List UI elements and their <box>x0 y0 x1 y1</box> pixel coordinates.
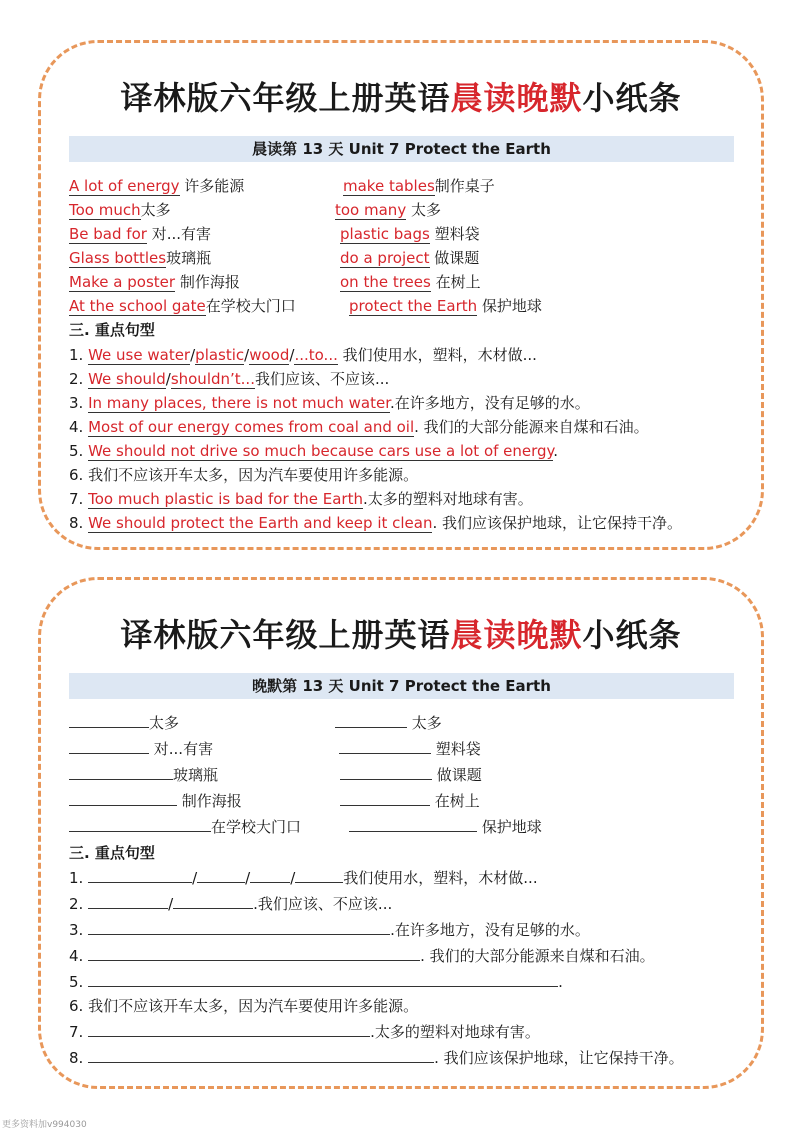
answer-blank[interactable] <box>88 1021 370 1037</box>
vocab-item: Make a poster 制作海报 <box>69 273 240 291</box>
sentence-blank-row: 8. . 我们应该保护地球，让它保持干净。 <box>69 1049 684 1067</box>
answer-blank[interactable] <box>295 867 343 883</box>
answer-blank[interactable] <box>349 816 477 832</box>
answer-blank[interactable] <box>69 764 173 780</box>
footer-note: 更多资料加v994030 <box>2 1120 87 1130</box>
vocab-item: plastic bags 塑料袋 <box>340 225 480 243</box>
answer-blank[interactable] <box>88 893 168 909</box>
vocab-blank-item: 太多 <box>69 712 179 734</box>
vocab-item: make tables制作桌子 <box>343 177 495 195</box>
sentence-blank-row: 4. . 我们的大部分能源来自煤和石油。 <box>69 947 655 965</box>
vocab-item: Be bad for 对...有害 <box>69 225 211 243</box>
vocab-blank-item: 在树上 <box>340 790 480 812</box>
vocab-item: too many 太多 <box>335 201 441 219</box>
answer-blank[interactable] <box>88 971 558 987</box>
sentence-blank-row: 2. / .我们应该、不应该... <box>69 895 393 913</box>
answer-blank[interactable] <box>88 945 420 961</box>
answer-blank[interactable] <box>88 867 192 883</box>
answer-blank[interactable] <box>250 867 290 883</box>
answer-blank[interactable] <box>339 738 431 754</box>
vocab-blank-item: 在学校大门口 <box>69 816 301 838</box>
section-heading: 三. 重点句型 <box>69 321 155 339</box>
vocab-item: A lot of energy 许多能源 <box>69 177 245 195</box>
sentence-row: 2. We should/shouldn’t...我们应该、不应该... <box>69 370 390 388</box>
answer-blank[interactable] <box>340 764 432 780</box>
sentence-row: 4. Most of our energy comes from coal and oil. 我们的大部分能源来自煤和石油。 <box>69 418 649 436</box>
card-title: 译林版六年级上册英语晨读晚默小纸条 <box>120 616 682 654</box>
sentence-blank-row: 1. / / / 我们使用水，塑料，木材做... <box>69 869 538 887</box>
answer-blank[interactable] <box>88 919 390 935</box>
vocab-blank-item: 玻璃瓶 <box>69 764 218 786</box>
answer-blank[interactable] <box>173 893 253 909</box>
vocab-item: Glass bottles玻璃瓶 <box>69 249 212 267</box>
vocab-blank-item: 太多 <box>335 712 442 734</box>
vocab-blank-item: 保护地球 <box>349 816 542 838</box>
sentence-row: 5. We should not drive so much because cars use a lot of energy. <box>69 442 559 460</box>
answer-blank[interactable] <box>335 712 407 728</box>
day-banner: 晚默第 13 天 Unit 7 Protect the Earth <box>69 673 734 699</box>
day-banner: 晨读第 13 天 Unit 7 Protect the Earth <box>69 136 734 162</box>
sentence-blank-row: 7. .太多的塑料对地球有害。 <box>69 1023 540 1041</box>
sentence-row: 6. 我们不应该开车太多，因为汽车要使用许多能源。 <box>69 466 419 484</box>
answer-blank[interactable] <box>69 738 149 754</box>
evening-card <box>38 577 764 1089</box>
answer-blank[interactable] <box>88 1047 434 1063</box>
sentence-row: 7. Too much plastic is bad for the Earth.太多的塑料对地球有害。 <box>69 490 533 508</box>
sentence-row: 8. We should protect the Earth and keep it clean. 我们应该保护地球，让它保持干净。 <box>69 514 683 532</box>
sentence-row: 3. In many places, there is not much water.在许多地方，没有足够的水。 <box>69 394 590 412</box>
morning-card <box>38 40 764 550</box>
answer-blank[interactable] <box>69 712 149 728</box>
answer-blank[interactable] <box>340 790 430 806</box>
sentence-blank-row: 3. .在许多地方，没有足够的水。 <box>69 921 590 939</box>
answer-blank[interactable] <box>69 816 211 832</box>
card-title: 译林版六年级上册英语晨读晚默小纸条 <box>120 79 682 117</box>
vocab-item: Too much太多 <box>69 201 171 219</box>
answer-blank[interactable] <box>69 790 177 806</box>
section-heading: 三. 重点句型 <box>69 844 155 862</box>
vocab-blank-item: 做课题 <box>340 764 482 786</box>
sentence-blank-row: 5. . <box>69 973 563 991</box>
answer-blank[interactable] <box>197 867 245 883</box>
vocab-item: protect the Earth 保护地球 <box>349 297 542 315</box>
vocab-item: on the trees 在树上 <box>340 273 481 291</box>
vocab-item: do a project 做课题 <box>340 249 480 267</box>
vocab-blank-item: 塑料袋 <box>339 738 481 760</box>
sentence-row: 1. We use water/plastic/wood/...to... 我们使用水，塑料，木材做... <box>69 346 537 364</box>
vocab-blank-item: 对...有害 <box>69 738 213 760</box>
vocab-item: At the school gate在学校大门口 <box>69 297 296 315</box>
vocab-blank-item: 制作海报 <box>69 790 242 812</box>
sentence-row: 6. 我们不应该开车太多，因为汽车要使用许多能源。 <box>69 997 419 1015</box>
